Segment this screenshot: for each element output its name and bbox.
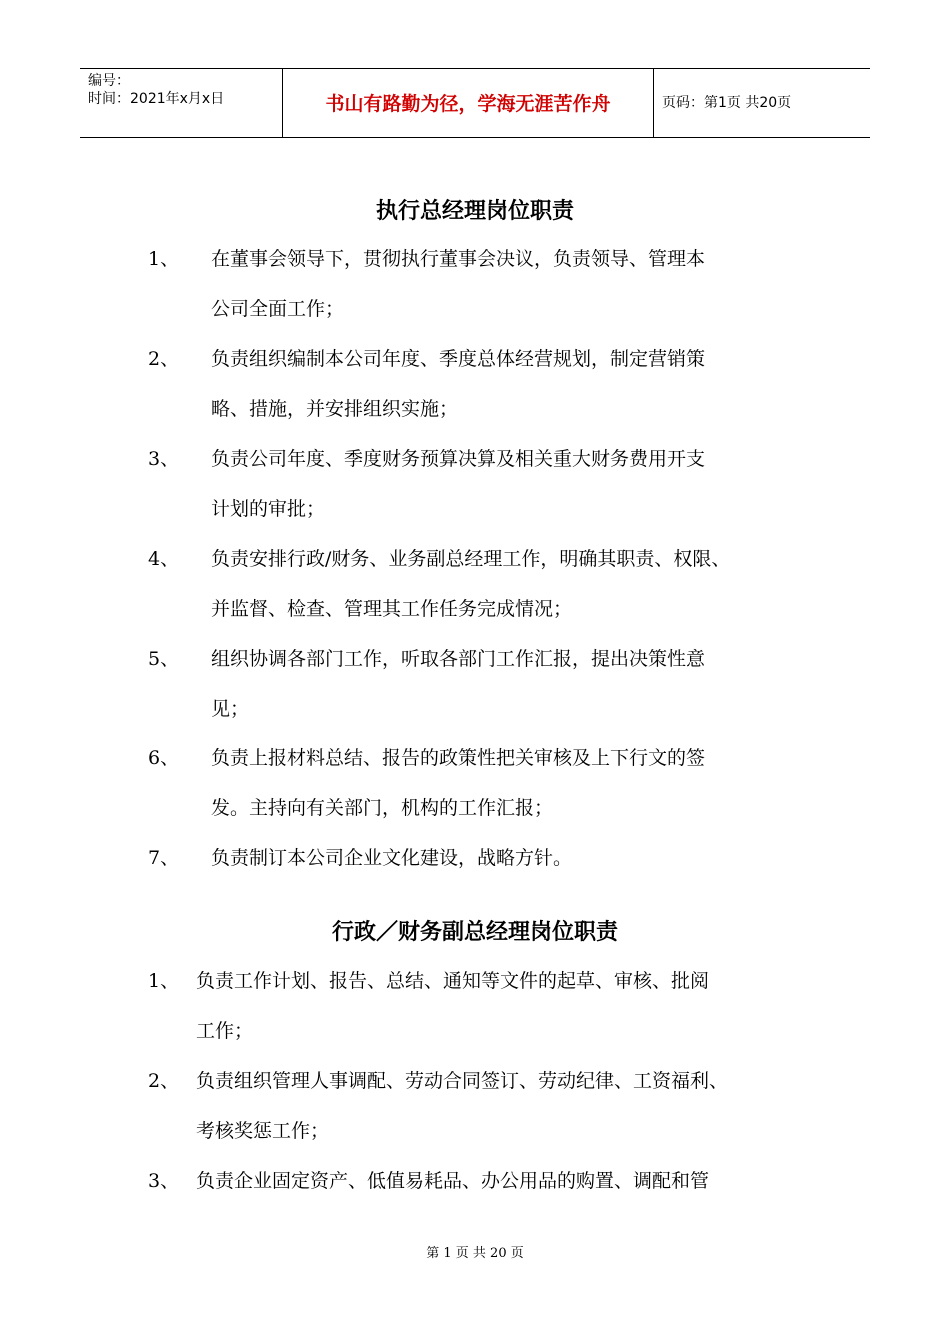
item-line: 负责工作计划、报告、总结、通知等文件的起草、审核、批阅 [196, 970, 710, 992]
item-line: 见； [211, 698, 250, 720]
item-line: 负责企业固定资产、低值易耗品、办公用品的购置、调配和管 [196, 1170, 710, 1192]
item-line: 计划的审批； [211, 498, 326, 520]
page-footer: 第 1 页 共 20 页 [426, 1246, 524, 1261]
item-number: 6、 [148, 747, 180, 769]
item-line: 工作； [196, 1020, 254, 1042]
item-line: 负责制订本公司企业文化建设，战略方针。 [211, 847, 573, 869]
document-time-label: 时间：2021年x月x日 [88, 91, 225, 107]
item-line: 负责安排行政/财务、业务副总经理工作，明确其职责、权限、 [211, 548, 731, 570]
item-number: 7、 [148, 847, 180, 869]
item-number: 2、 [148, 348, 180, 370]
item-number: 4、 [148, 548, 180, 570]
item-number: 1、 [148, 970, 180, 992]
document-number-label: 编号： [88, 73, 130, 89]
item-line: 并监督、检查、管理其工作任务完成情况； [211, 598, 573, 620]
item-line: 在董事会领导下，贯彻执行董事会决议，负责领导、管理本 [211, 248, 706, 270]
header-meta-cell [80, 69, 283, 137]
item-number: 5、 [148, 648, 180, 670]
header-motto: 书山有路勤为径，学海无涯苦作舟 [325, 93, 611, 115]
document-header [80, 68, 870, 138]
header-page-cell [654, 69, 870, 137]
item-line: 组织协调各部门工作，听取各部门工作汇报，提出决策性意 [211, 648, 706, 670]
item-number: 3、 [148, 448, 180, 470]
item-number: 3、 [148, 1170, 180, 1192]
item-line: 公司全面工作； [211, 298, 345, 320]
header-page-info: 页码：第1页 共20页 [662, 95, 792, 111]
section-title-admin-finance-deputy: 行政／财务副总经理岗位职责 [331, 919, 618, 945]
item-number: 1、 [148, 248, 180, 270]
item-line: 略、措施，并安排组织实施； [211, 398, 459, 420]
section-title-executive-gm: 执行总经理岗位职责 [375, 198, 574, 224]
item-line: 发。主持向有关部门，机构的工作汇报； [211, 797, 554, 819]
item-number: 2、 [148, 1070, 180, 1092]
header-motto-cell [283, 69, 654, 137]
item-line: 负责组织编制本公司年度、季度总体经营规划，制定营销策 [211, 348, 706, 370]
item-line: 负责上报材料总结、报告的政策性把关审核及上下行文的签 [211, 747, 706, 769]
item-line: 考核奖惩工作； [196, 1120, 330, 1142]
item-line: 负责公司年度、季度财务预算决算及相关重大财务费用开支 [211, 448, 706, 470]
item-line: 负责组织管理人事调配、劳动合同签订、劳动纪律、工资福利、 [196, 1070, 729, 1092]
